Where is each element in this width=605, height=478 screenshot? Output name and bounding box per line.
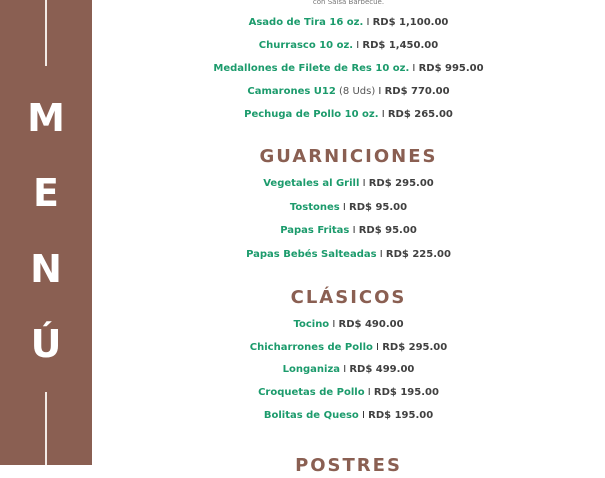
- item-name: Papas Fritas: [280, 225, 350, 236]
- sidebar-letter-e: E: [33, 171, 59, 215]
- item-quantity: (8 Uds): [339, 86, 376, 97]
- item-separator: I: [376, 249, 386, 260]
- menu-item-asado: [92, 16, 605, 30]
- item-name: Tocino: [293, 319, 330, 330]
- item-name: Camarones U12: [247, 86, 336, 97]
- item-name: Asado de Tira 16 oz.: [248, 17, 364, 28]
- item-price: RD$ 295.00: [368, 178, 434, 189]
- section-title-clasicos: CLÁSICOS: [290, 287, 407, 308]
- item-price: RD$ 195.00: [373, 387, 439, 398]
- item-name: Vegetales al Grill: [263, 178, 360, 189]
- menu-sidebar: [0, 0, 92, 465]
- menu-item-bolitas: [92, 409, 605, 423]
- item-separator: I: [358, 410, 369, 421]
- menu-item-longaniza: [92, 363, 605, 377]
- item-price: RD$ 195.00: [368, 410, 434, 421]
- item-name: Longaniza: [282, 364, 341, 375]
- top-note: con Salsa Barbecue.: [312, 0, 385, 6]
- menu-item-papas-fritas: [92, 224, 605, 238]
- menu-item-tocino: [92, 318, 605, 332]
- item-separator: I: [372, 342, 383, 353]
- item-separator: I: [340, 364, 350, 375]
- item-separator: I: [339, 202, 350, 213]
- item-name: Chicharrones de Pollo: [249, 342, 373, 353]
- section-title-guarniciones: GUARNICIONES: [259, 146, 438, 167]
- menu-item-papas-bebes: [92, 248, 605, 262]
- menu-item-vegetales: [92, 177, 605, 191]
- item-separator: I: [329, 319, 339, 330]
- menu-item-croquetas: [92, 386, 605, 400]
- item-separator: I: [364, 387, 374, 398]
- sidebar-letter-n: N: [30, 247, 62, 291]
- menu-item-churrasco: [92, 39, 605, 53]
- item-separator: I: [359, 178, 369, 189]
- item-price: RD$ 1,450.00: [362, 40, 439, 51]
- section-title-postres: POSTRES: [295, 455, 402, 476]
- item-price: RD$ 770.00: [384, 86, 450, 97]
- item-separator: I: [375, 86, 385, 97]
- item-name: Croquetas de Pollo: [258, 387, 365, 398]
- sidebar-divider-top: [45, 0, 47, 66]
- item-name: Medallones de Filete de Res 10 oz.: [213, 63, 410, 74]
- menu-item-chicharrones: [92, 341, 605, 355]
- item-name: Papas Bebés Salteadas: [246, 249, 377, 260]
- item-price: RD$ 95.00: [358, 225, 417, 236]
- item-price: RD$ 265.00: [387, 109, 453, 120]
- item-name: Pechuga de Pollo 10 oz.: [244, 109, 379, 120]
- item-name: Bolitas de Queso: [263, 410, 359, 421]
- item-price: RD$ 225.00: [385, 249, 451, 260]
- item-separator: I: [363, 17, 373, 28]
- menu-item-medallones: [92, 62, 605, 76]
- item-separator: I: [349, 225, 359, 236]
- item-price: RD$ 499.00: [349, 364, 415, 375]
- item-name: Churrasco 10 oz.: [258, 40, 354, 51]
- menu-item-pechuga: [92, 108, 605, 122]
- sidebar-divider-bottom: [45, 392, 47, 465]
- item-price: RD$ 490.00: [338, 319, 404, 330]
- item-separator: I: [378, 109, 388, 120]
- menu-item-camarones: [92, 85, 605, 99]
- item-separator: I: [409, 63, 419, 74]
- sidebar-letter-u: Ú: [30, 322, 62, 366]
- menu-content: [92, 0, 605, 476]
- item-price: RD$ 295.00: [382, 342, 448, 353]
- sidebar-letter-m: M: [27, 96, 65, 140]
- item-price: RD$ 995.00: [418, 63, 484, 74]
- item-name: Tostones: [289, 202, 340, 213]
- item-separator: I: [353, 40, 363, 51]
- item-price: RD$ 95.00: [349, 202, 408, 213]
- menu-item-tostones: [92, 201, 605, 215]
- item-price: RD$ 1,100.00: [372, 17, 449, 28]
